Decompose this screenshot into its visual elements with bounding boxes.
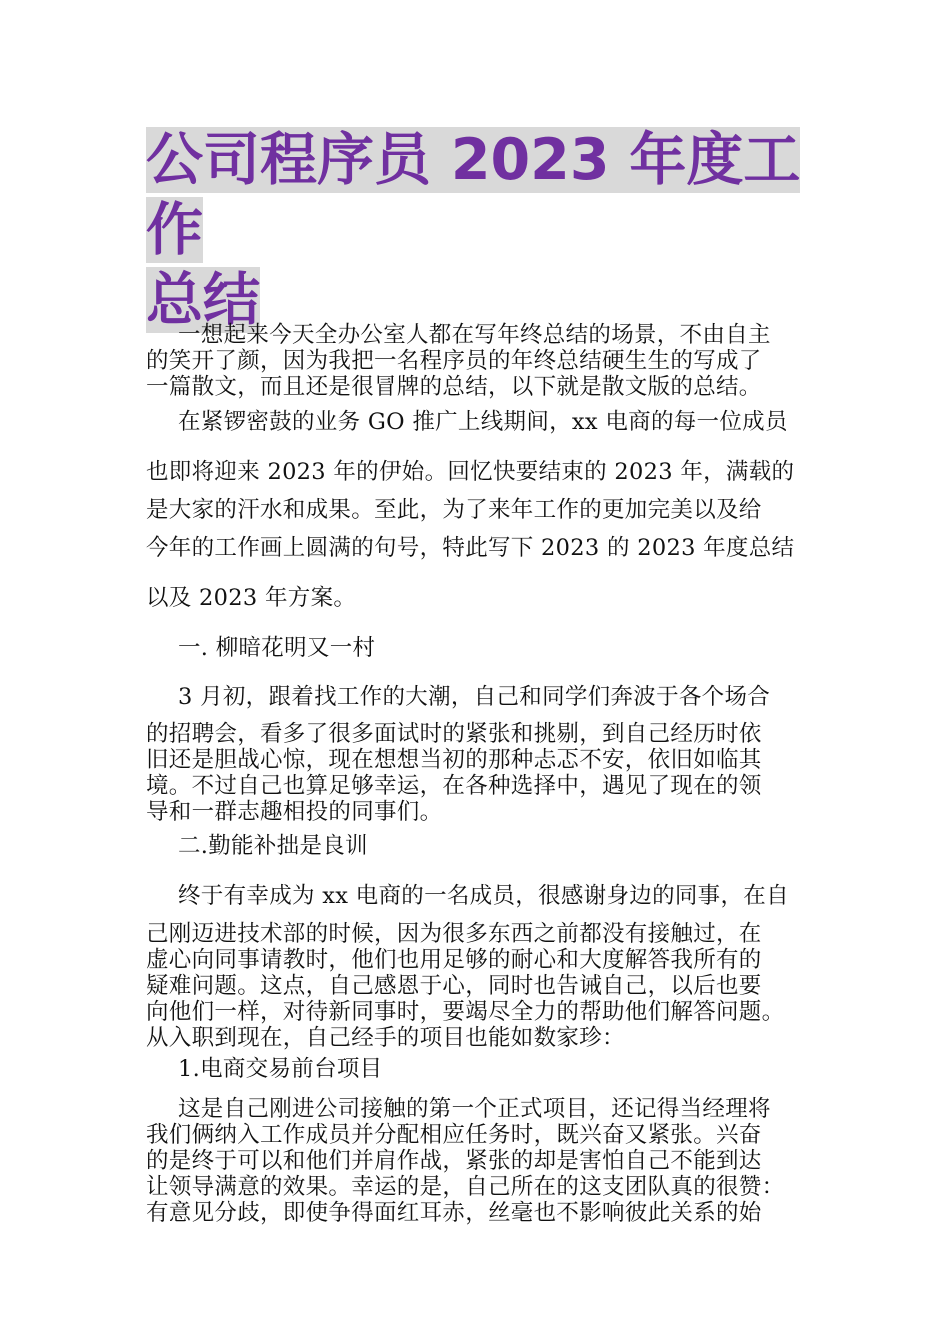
paragraph-colleagues — [146, 921, 824, 1051]
paragraph-text: 是大家的汗水和成果。至此，为了来年工作的更加完美以及给 — [146, 497, 762, 523]
paragraph-line: 的笑开了颜，因为我把一名程序员的年终总结硬生生的写成了 — [146, 348, 762, 374]
paragraph-text: 今年的工作画上圆满的句号，特此写下 2023 的 2023 年度总结 — [146, 535, 795, 561]
paragraph-line — [146, 684, 824, 710]
paragraph-job-search — [146, 721, 824, 825]
paragraph-line: 一篇散文，而且还是很冒牌的总结，以下就是散文版的总结。 — [146, 374, 762, 400]
paragraph-line: 我们俩纳入工作成员并分配相应任务时，既兴奋又紧张。兴奋 — [146, 1122, 762, 1148]
paragraph-text: 也即将迎来 2023 年的伊始。回忆快要结束的 2023 年，满载的 — [146, 459, 795, 485]
paragraph-line: 虚心向同事请教时，他们也用足够的耐心和大度解答我所有的 — [146, 947, 762, 973]
paragraph-line: 导和一群志趣相投的同事们。 — [146, 799, 443, 825]
section-heading-1 — [146, 635, 824, 661]
paragraph-line: 一想起来今天全办公室人都在写年终总结的场景，不由自主 — [178, 322, 771, 348]
heading-text: 一. 柳暗花明又一村 — [178, 635, 376, 661]
paragraph-text: 终于有幸成为 xx 电商的一名成员，很感谢身边的同事，在自 — [178, 883, 789, 909]
paragraph-line: 己刚迈进技术部的时候，因为很多东西之前都没有接触过，在 — [146, 921, 762, 947]
paragraph-line: 疑难问题。这点，自己感恩于心，同时也告诫自己，以后也要 — [146, 973, 762, 999]
title-line-2: 总结 — [146, 267, 260, 333]
paragraph-line — [146, 535, 824, 561]
paragraph-line: 旧还是胆战心惊，现在想想当初的那种忐忑不安，依旧如临其 — [146, 747, 762, 773]
section-heading-3 — [146, 1056, 824, 1082]
paragraph-project — [146, 1096, 824, 1226]
paragraph-text: 3 月初，跟着找工作的大潮，自己和同学们奔波于各个场合 — [178, 684, 771, 710]
heading-text: 二.勤能补拙是良训 — [178, 833, 368, 859]
section-heading-2 — [146, 833, 824, 859]
paragraph-line — [146, 409, 824, 435]
paragraph-line: 让领导满意的效果。幸运的是，自己所在的这支团队真的很赞： — [146, 1174, 785, 1200]
paragraph-line — [146, 883, 824, 909]
paragraph-line — [146, 585, 824, 611]
heading-text: 1.电商交易前台项目 — [178, 1056, 383, 1082]
paragraph-line: 有意见分歧，即使争得面红耳赤，丝毫也不影响彼此关系的始 — [146, 1200, 762, 1226]
paragraph-line: 境。不过自己也算足够幸运，在各种选择中，遇见了现在的领 — [146, 773, 762, 799]
title-line-1: 公司程序员 2023 年度工作 — [146, 127, 801, 263]
paragraph-line: 这是自己刚进公司接触的第一个正式项目，还记得当经理将 — [178, 1096, 771, 1122]
paragraph-line: 的招聘会，看多了很多面试时的紧张和挑剔，到自己经历时依 — [146, 721, 762, 747]
paragraph-text: 在紧锣密鼓的业务 GO 推广上线期间，xx 电商的每一位成员 — [178, 409, 788, 435]
paragraph-line: 的是终于可以和他们并肩作战，紧张的却是害怕自己不能到达 — [146, 1148, 762, 1174]
paragraph-line: 向他们一样，对待新同事时，要竭尽全力的帮助他们解答问题。 — [146, 999, 785, 1025]
paragraph-line — [146, 459, 824, 485]
paragraph-text: 以及 2023 年方案。 — [146, 585, 357, 611]
paragraph-line — [146, 497, 824, 523]
paragraph-intro — [146, 322, 824, 400]
document-title — [146, 125, 816, 335]
paragraph-line: 从入职到现在，自己经手的项目也能如数家珍： — [146, 1025, 625, 1051]
